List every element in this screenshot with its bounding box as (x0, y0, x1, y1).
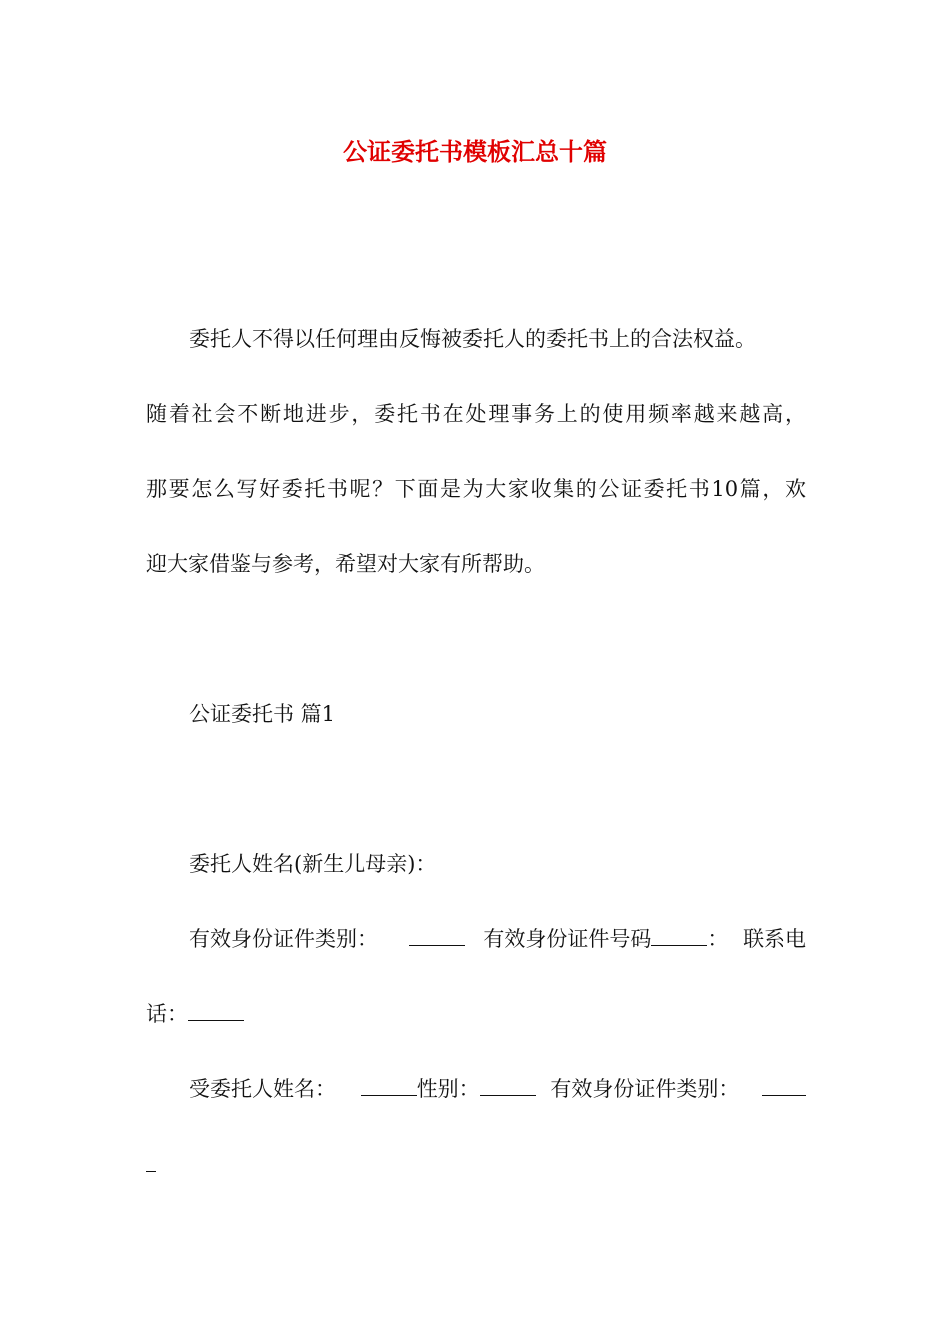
id-number-label: 有效身份证件号码 (483, 927, 652, 951)
intro-line-2: 随着社会不断地进步，委托书在处理事务上的使用频率越来越高， (146, 402, 806, 426)
agent-name-label: 受委托人姓名： (189, 1077, 336, 1101)
phone-blank[interactable] (188, 999, 244, 1021)
gender-blank[interactable] (480, 1074, 536, 1096)
section-heading: 公证委托书 篇1 (189, 702, 336, 726)
phone-label-end: 话： (146, 1002, 188, 1026)
agent-name-blank[interactable] (361, 1074, 417, 1096)
agent-id-type-blank-continued (146, 1150, 156, 1180)
principal-name-label: 委托人姓名(新生儿母亲)： (189, 852, 437, 876)
agent-line (189, 1074, 806, 1104)
principal-phone-line (146, 999, 244, 1029)
agent-id-type-blank-tail[interactable] (146, 1150, 156, 1172)
principal-id-line (189, 924, 806, 954)
agent-id-type-label: 有效身份证件类别： (550, 1077, 740, 1101)
id-type-label: 有效身份证件类别： (189, 927, 378, 951)
agent-id-type-blank[interactable] (762, 1074, 806, 1096)
intro-line-4: 迎大家借鉴与参考，希望对大家有所帮助。 (146, 552, 545, 576)
intro-line-1: 委托人不得以任何理由反悔被委托人的委托书上的合法权益。 (189, 327, 756, 351)
intro-line-3: 那要怎么写好委托书呢？下面是为大家收集的公证委托书10篇，欢 (146, 477, 806, 501)
id-type-blank[interactable] (409, 924, 465, 946)
document-title: 公证委托书模板汇总十篇 (343, 137, 607, 166)
id-number-blank[interactable] (651, 924, 707, 946)
phone-label-start: 联系电 (743, 927, 807, 951)
id-number-colon: ： (707, 927, 729, 951)
gender-label: 性别： (416, 1077, 480, 1101)
